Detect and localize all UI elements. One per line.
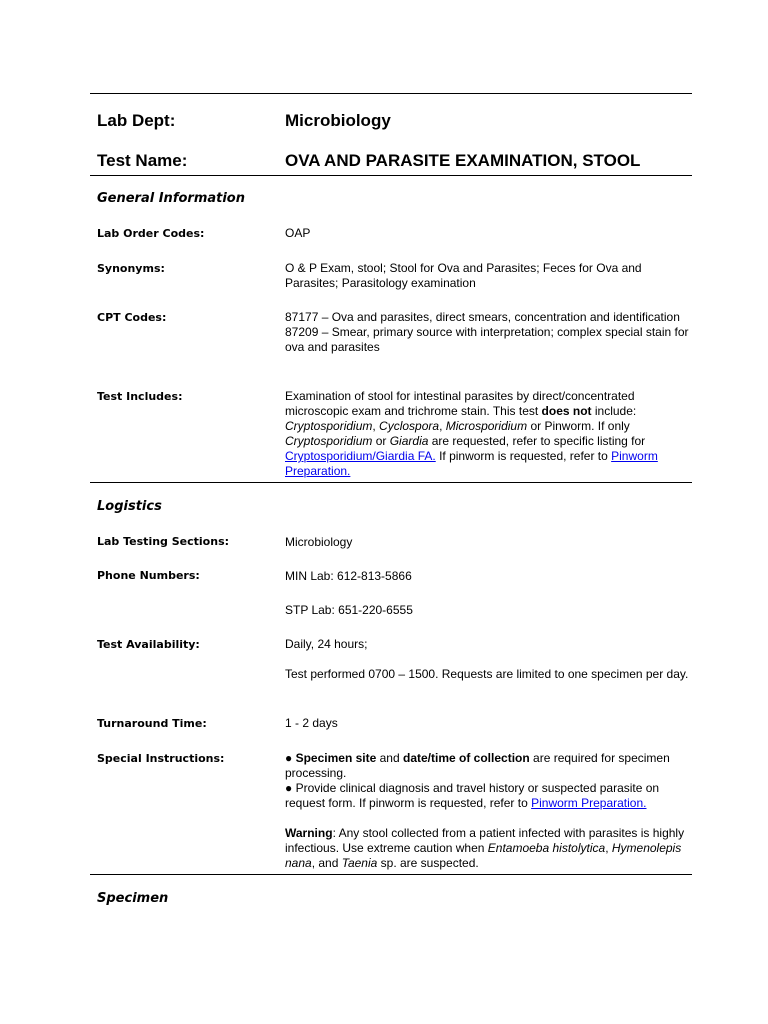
includes-giardia: Giardia — [389, 434, 429, 448]
includes-does-not: does not — [541, 404, 592, 418]
phone-min-lab: MIN Lab: 612-813-5866 — [285, 569, 412, 583]
logistics-rule — [90, 874, 692, 875]
includes-cryptosporidium: Cryptosporidium — [285, 419, 373, 433]
special-instructions-label: Special Instructions: — [97, 752, 225, 765]
test-name-value: OVA AND PARASITE EXAMINATION, STOOL — [285, 151, 641, 170]
lab-dept-value: Microbiology — [285, 111, 391, 130]
warning-text: : Any stool collected from a patient infected with parasites is highly infectious. Use extreme caution when — [285, 826, 685, 855]
instruction-text: ● Provide clinical diagnosis and travel history or suspected parasite on request form. If pinworm is requested, refer to — [285, 781, 660, 810]
test-availability-daily: Daily, 24 hours; — [285, 637, 368, 651]
lab-order-codes-label: Lab Order Codes: — [97, 227, 205, 240]
synonyms-label: Synonyms: — [97, 262, 165, 275]
specimen-heading: Specimen — [97, 891, 169, 906]
cpt-code-87177: 87177 – Ova and parasites, direct smears, concentration and identification — [285, 310, 680, 324]
warning-text: sp. are suspected. — [377, 856, 479, 870]
warning-text: , — [605, 841, 612, 855]
test-availability-hours: Test performed 0700 – 1500. Requests are limited to one specimen per day. — [285, 667, 689, 681]
lab-testing-sections-value: Microbiology — [285, 535, 353, 549]
special-instruction-1 — [285, 751, 690, 781]
bullet: ● — [285, 751, 296, 765]
synonyms-value: O & P Exam, stool; Stool for Ova and Parasites; Feces for Ova and Parasites; Parasitology examination — [285, 261, 642, 290]
special-instruction-2 — [285, 781, 690, 811]
warning-label: Warning — [285, 826, 333, 840]
includes-text: , — [372, 419, 380, 433]
test-name-label: Test Name: — [97, 151, 188, 170]
top-rule — [90, 93, 692, 94]
date-time-collection-bold: date/time of collection — [403, 751, 530, 765]
includes-cryptosporidium-2: Cryptosporidium — [285, 434, 373, 448]
special-instructions-value — [285, 751, 690, 871]
test-availability-label: Test Availability: — [97, 638, 200, 651]
includes-text: If pinworm is requested, refer to — [435, 449, 612, 463]
includes-text: or Pinworm. If only — [527, 419, 630, 433]
includes-cyclospora: Cyclospora — [379, 419, 440, 433]
lab-testing-sections-label: Lab Testing Sections: — [97, 535, 230, 548]
includes-text: include: — [591, 404, 637, 418]
pinworm-preparation-link[interactable]: Pinworm Preparation. — [285, 449, 658, 478]
taenia: Taenia — [341, 856, 378, 870]
cpt-codes-label: CPT Codes: — [97, 311, 167, 324]
lab-order-codes-value: OAP — [285, 226, 311, 240]
test-includes-value — [285, 389, 690, 479]
turnaround-time-label: Turnaround Time: — [97, 717, 207, 730]
lab-dept-label: Lab Dept: — [97, 111, 176, 130]
logistics-heading: Logistics — [97, 499, 162, 514]
general-information-heading: General Information — [97, 191, 245, 206]
includes-text: , — [439, 419, 446, 433]
header-rule — [90, 175, 692, 176]
general-rule — [90, 482, 692, 483]
cpt-code-87209: 87209 – Smear, primary source with interpretation; complex special stain for ova and parasites — [285, 325, 689, 354]
cpt-codes-value — [285, 310, 690, 355]
turnaround-time-value: 1 - 2 days — [285, 716, 338, 730]
instruction-text: are required for specimen processing. — [285, 751, 670, 780]
instruction-text: and — [376, 751, 403, 765]
cryptosporidium-giardia-link[interactable]: Cryptosporidium/Giardia FA. — [285, 449, 436, 463]
phone-numbers-label: Phone Numbers: — [97, 569, 200, 582]
entamoeba-histolytica: Entamoeba histolytica — [487, 841, 606, 855]
warning-text: , and — [311, 856, 342, 870]
test-includes-label: Test Includes: — [97, 390, 183, 403]
includes-text: Examination of stool for intestinal parasites by direct/concentrated microscopic exam and trichrome stain. This test — [285, 389, 635, 418]
includes-text: or — [372, 434, 390, 448]
includes-text: are requested, refer to specific listing for — [428, 434, 646, 448]
warning-paragraph — [285, 826, 690, 871]
pinworm-preparation-link-2[interactable]: Pinworm Preparation. — [531, 796, 647, 810]
hymenolepis-nana: Hymenolepis nana — [285, 841, 682, 870]
specimen-site-bold: Specimen site — [295, 751, 377, 765]
includes-microsporidium: Microsporidium — [445, 419, 528, 433]
phone-stp-lab: STP Lab: 651-220-6555 — [285, 603, 413, 617]
